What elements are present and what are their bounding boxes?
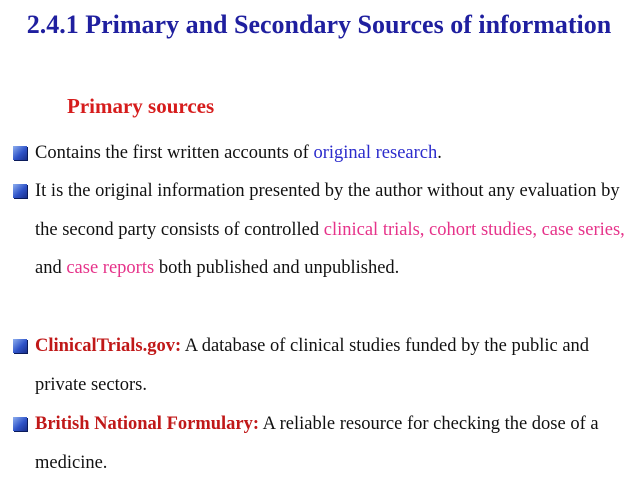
blue-square-bullet-icon	[13, 417, 27, 431]
bullet-text-part: Contains the first written accounts of	[35, 143, 314, 163]
study-types-highlight: clinical trials, cohort studies, case series,	[323, 219, 625, 240]
bullet-text-part: .	[437, 143, 442, 163]
case-reports-highlight: case reports	[66, 258, 155, 278]
bnf-term: British National Formulary:	[35, 414, 260, 434]
blue-square-bullet-icon	[13, 184, 27, 198]
bnf-description: A reliable resource for checking the dose of a medicine.	[35, 414, 599, 473]
bullet-text-part: It is the original information presented by the author without any evaluation by the second party consists of controlled	[35, 181, 620, 240]
blue-square-bullet-icon	[13, 339, 27, 353]
slide-title: 2.4.1 Primary and Secondary Sources of information	[26, 10, 612, 39]
section-subheading: Primary sources	[67, 94, 215, 118]
clinicaltrials-description: A database of clinical studies funded by the public and private sectors.	[35, 336, 590, 395]
clinicaltrials-term: ClinicalTrials.gov:	[35, 336, 182, 356]
bullet-text	[35, 172, 625, 288]
bullet-text-part: and	[35, 258, 67, 278]
bullet-text	[35, 405, 625, 482]
original-research-highlight: original research	[313, 143, 438, 163]
bullet-text	[35, 134, 625, 173]
bullet-text	[35, 327, 625, 404]
blue-square-bullet-icon	[13, 146, 27, 160]
bullet-text-part: both published and unpublished.	[154, 258, 400, 278]
